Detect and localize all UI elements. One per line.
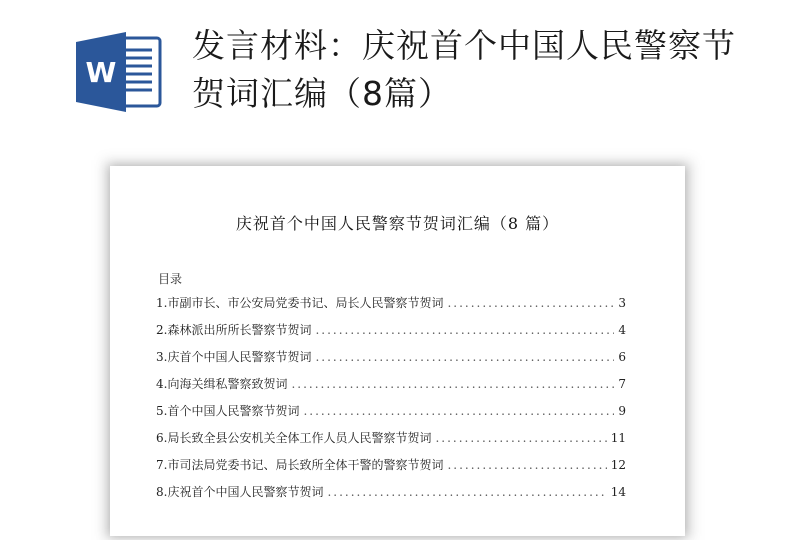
document-page [110,166,685,536]
toc-item[interactable] [156,348,626,375]
toc-item-label: 6.局长致全县公安机关全体工作人员人民警察节贺词 [156,431,432,445]
toc-item-page: 12 [610,458,626,472]
toc-item-label: 4.向海关缉私警察致贺词 [156,377,288,391]
toc-item[interactable] [156,456,626,483]
toc-item[interactable] [156,375,626,402]
toc-dot-leader [291,377,614,391]
toc-dot-leader [315,350,614,364]
toc-item-label: 5.首个中国人民警察节贺词 [156,404,300,418]
toc-dot-leader [315,323,614,337]
toc-item-page: 11 [610,431,626,445]
toc-item-label: 8.庆祝首个中国人民警察节贺词 [156,485,324,499]
toc-dot-leader [435,431,606,445]
word-icon-letter: W [85,56,117,89]
toc-item[interactable] [156,294,626,321]
table-of-contents [156,294,626,510]
page-title: 发言材料：庆祝首个中国人民警察节贺词汇编（8篇） [192,26,736,113]
toc-item-label: 3.庆首个中国人民警察节贺词 [156,350,312,364]
toc-item[interactable] [156,429,626,456]
toc-item-label: 7.市司法局党委书记、局长致所全体干警的警察节贺词 [156,458,444,472]
toc-item-page: 14 [610,485,626,499]
toc-dot-leader [447,458,606,472]
toc-dot-leader [447,296,614,310]
toc-item[interactable] [156,483,626,510]
toc-dot-leader [327,485,606,499]
toc-heading: 目录 [158,272,183,286]
toc-item-page: 7 [618,377,626,391]
toc-item-page: 4 [618,323,626,337]
toc-item-label: 2.森林派出所所长警察节贺词 [156,323,312,337]
document-title: 庆祝首个中国人民警察节贺词汇编（8 篇） [235,214,560,233]
toc-item[interactable] [156,402,626,429]
word-icon [76,32,164,112]
toc-item-page: 9 [618,404,626,418]
toc-dot-leader [303,404,614,418]
toc-item-page: 6 [618,350,626,364]
toc-item-label: 1.市副市长、市公安局党委书记、局长人民警察节贺词 [156,296,444,310]
toc-item[interactable] [156,321,626,348]
toc-item-page: 3 [618,296,626,310]
